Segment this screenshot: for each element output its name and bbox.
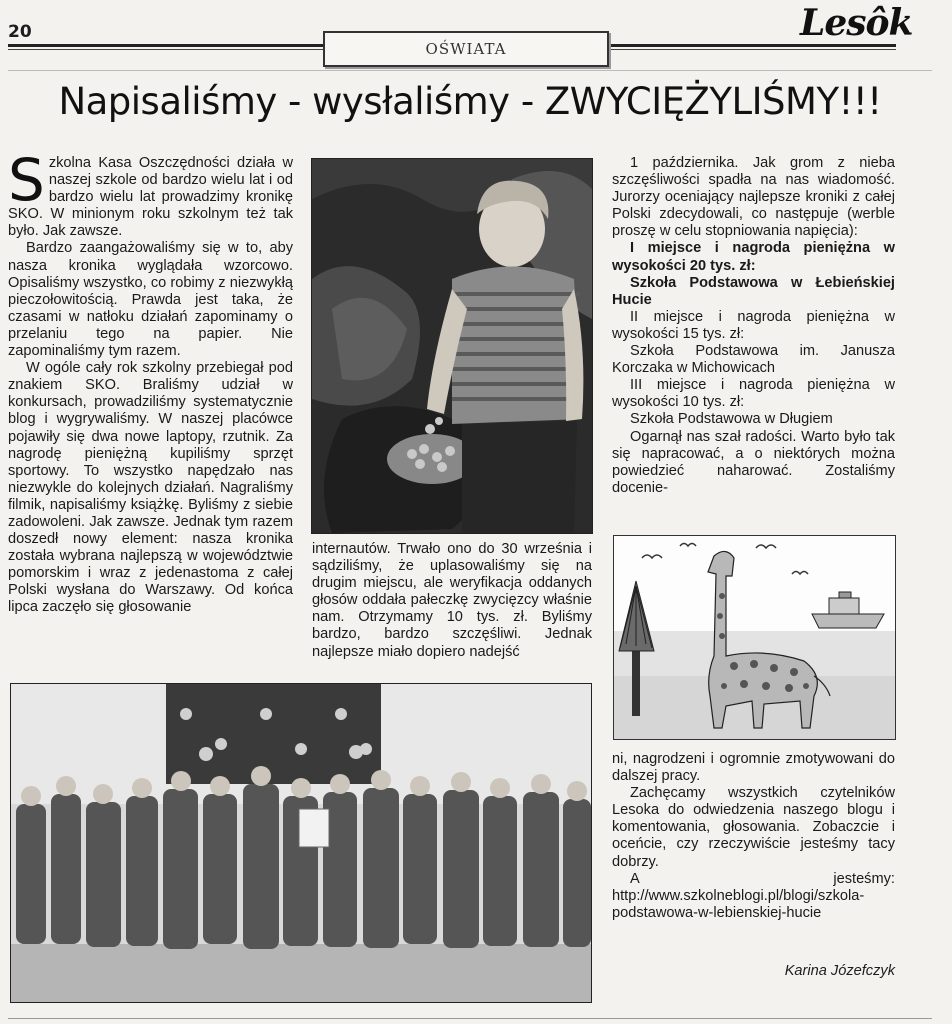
paragraph: A jesteśmy: http://www.szkolneblogi.pl/blogi/szkola-podstawowa-w-lebienskiej-hucie (612, 870, 895, 921)
page-number: 20 (8, 22, 32, 42)
article-column-3 (612, 155, 895, 497)
paragraph: Bardzo zaangażowaliśmy się w to, aby nasza kronika wyglądała wzorcowo. Opisaliśmy wszystko, co robimy z niezwykłą pieczołowitością. Prawda jest taka, że czasami w natłoku działań zapominamy o przelaniu tego na papier. Nie zapominaliśmy tym razem. (8, 240, 293, 360)
photo-boy-with-bottle-caps (311, 158, 593, 534)
photo-group-of-students (10, 683, 592, 1003)
paragraph: Ogarnął nas szał radości. Warto było tak się napracować, a o niektórych można powiedzieć naharować. Zostaliśmy docenie- (612, 428, 895, 496)
paragraph: internautów. Trwało ono do 30 września i sądziliśmy, że uplasowaliśmy się na drugim miejscu, ale weryfikacja oddanych głosów oddała pałeczkę zwycięzcy właśnie nam. Otrzymamy 10 tys. zł. Byliśmy bardzo, bardzo szczęśliwi. Jednak najlepsze miało dopiero nadejść (312, 541, 592, 660)
group-photo-illustration (11, 684, 591, 1002)
paragraph-text: zkolna Kasa Oszczędności działa w naszej szkole od bardzo wielu lat i od bardzo wielu lat prowadzimy kronikę SKO. W minionym roku szkolnym też tak było. Jak zawsze. (8, 155, 293, 240)
prize-2-title: II miejsce i nagroda pieniężna w wysokości 15 tys. zł: (612, 308, 895, 342)
paragraph: W ogóle cały rok szkolny przebiegał pod znakiem SKO. Braliśmy udział w konkursach, prowadziliśmy systematycznie blog i wygrywaliśmy. W naszej placówce pojawiły się dwa nowe laptopy, rzutnik. Za nagrodę pieniężną kupiliśmy sprzęt sportowy. To wszystko napędzało nas niezwykle do kolejnych działań. Nagraliśmy filmik, napisaliśmy książkę. Byliśmy z siebie zadowoleni. Jak zawsze. Jednak tym razem doszedł nowy element: nasza kronika została wybrana najlepszą w województwie pomorskim i wraz z jedenastoma z całej Polski wysłana do Warszawy. Od końca lipca zaczęło się głosowanie (8, 360, 293, 616)
title-rule (8, 70, 932, 71)
giraffe-drawing-illustration (614, 536, 895, 739)
section-label: OŚWIATA (323, 31, 609, 67)
drop-cap: S (8, 146, 45, 214)
photo-boy-illustration (312, 159, 592, 533)
footer-rule (8, 1018, 932, 1019)
paragraph (8, 146, 293, 240)
article-column-1 (8, 146, 293, 617)
article-column-4 (612, 751, 895, 922)
article-column-2 (312, 541, 592, 661)
author-signature: Karina Józefczyk (784, 963, 895, 979)
paragraph: ni, nagrodzeni i ogromnie zmotywowani do dalszej pracy. (612, 751, 895, 785)
prize-2-school: Szkoła Podstawowa im. Janusza Korczaka w Michowicach (612, 343, 895, 377)
magazine-masthead: Lesôk (800, 2, 913, 44)
prize-3-title: III miejsce i nagroda pieniężna w wysokości 10 tys. zł: (612, 377, 895, 411)
prize-1-title: I miejsce i nagroda pieniężna w wysokości 20 tys. zł: (612, 240, 895, 274)
prize-1-school: Szkoła Podstawowa w Łebieńskiej Hucie (612, 274, 895, 308)
article-headline: Napisaliśmy - wysłaliśmy - ZWYCIĘŻYLIŚMY!!! (58, 80, 882, 123)
drawing-giraffe (613, 535, 896, 740)
prize-3-school: Szkoła Podstawowa w Długiem (630, 411, 833, 428)
paragraph: Zachęcamy wszystkich czytelników Lesoka do odwiedzenia naszego blogu i komentowania, głosowania. Zobaczcie i oceńcie, czy rzeczywiście jesteśmy tacy dobrzy. (612, 785, 895, 870)
paragraph: 1 października. Jak grom z nieba szczęśliwości spadła na nas wiadomość. Jurorzy oceniający najlepsze kroniki z całej Polski zdecydowali, co następuje (werble proszę w celu stopniowania napięcia): (612, 155, 895, 240)
